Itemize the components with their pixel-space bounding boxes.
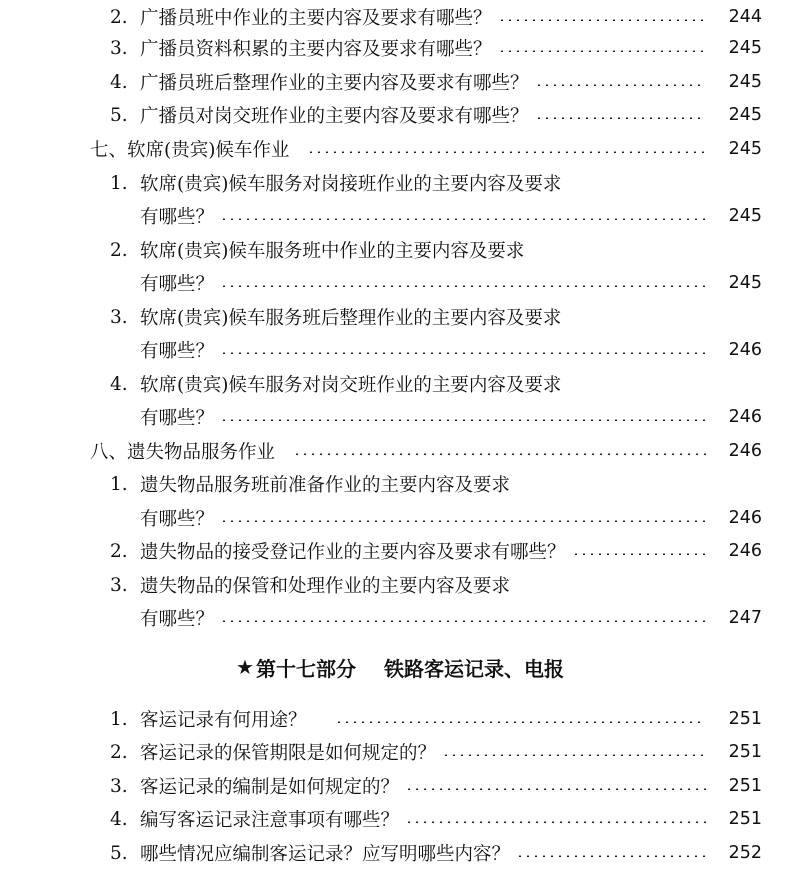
page-number: 251 bbox=[728, 709, 762, 729]
leader-dots bbox=[220, 520, 706, 522]
star-icon: ★ bbox=[236, 655, 254, 679]
entry-number: 3. bbox=[110, 574, 128, 596]
leader-dots bbox=[293, 453, 706, 455]
toc-entry bbox=[0, 769, 800, 803]
entry-title: 软席(贵宾)候车服务班中作业的主要内容及要求 bbox=[140, 241, 525, 262]
entry-title: 遗失物品的保管和处理作业的主要内容及要求 bbox=[140, 576, 511, 597]
toc-entry-continuation bbox=[0, 400, 800, 434]
entry-title-continuation: 有哪些？ bbox=[140, 341, 215, 362]
entry-number: 3. bbox=[110, 775, 128, 797]
entry-number: 1. bbox=[110, 473, 128, 495]
entry-number: 1. bbox=[110, 172, 128, 194]
toc-entry bbox=[0, 735, 800, 769]
entry-number: 2. bbox=[110, 540, 128, 562]
toc-entry-continuation bbox=[0, 501, 800, 535]
toc-entry bbox=[0, 568, 800, 602]
entry-title: 客运记录有何用途？ bbox=[140, 710, 307, 731]
entry-title: 哪些情况应编制客运记录？应写明哪些内容？ bbox=[140, 844, 511, 865]
page-number: 245 bbox=[728, 273, 762, 293]
page-number: 244 bbox=[728, 7, 762, 27]
entry-number: 2. bbox=[110, 239, 128, 261]
entry-title-continuation: 有哪些？ bbox=[140, 609, 215, 630]
entry-number: 3. bbox=[110, 37, 128, 59]
page-number: 246 bbox=[728, 340, 762, 360]
toc-entry bbox=[0, 836, 800, 870]
toc-entry bbox=[0, 233, 800, 267]
toc-section bbox=[0, 434, 800, 468]
page-number: 245 bbox=[728, 206, 762, 226]
leader-dots bbox=[220, 352, 706, 354]
leader-dots bbox=[220, 218, 706, 220]
entry-title: 遗失物品服务班前准备作业的主要内容及要求 bbox=[140, 475, 511, 496]
toc-entry bbox=[0, 300, 800, 334]
leader-dots bbox=[498, 19, 706, 21]
part-heading bbox=[0, 650, 800, 684]
entry-number: 2. bbox=[110, 741, 128, 763]
section-title: 七、软席(贵宾)候车作业 bbox=[90, 140, 290, 161]
leader-dots bbox=[220, 285, 706, 287]
part-label: 第十七部分 bbox=[255, 656, 356, 681]
leader-dots bbox=[405, 788, 706, 790]
entry-title: 编写客运记录注意事项有哪些？ bbox=[140, 810, 400, 831]
toc-entry bbox=[0, 802, 800, 836]
page-number: 246 bbox=[728, 541, 762, 561]
toc-entry bbox=[0, 467, 800, 501]
leader-dots bbox=[572, 553, 706, 555]
entry-title: 客运记录的保管期限是如何规定的？ bbox=[140, 743, 437, 764]
toc-entry-continuation bbox=[0, 266, 800, 300]
entry-title: 软席(贵宾)候车服务班后整理作业的主要内容及要求 bbox=[140, 308, 562, 329]
entry-title-continuation: 有哪些？ bbox=[140, 274, 215, 295]
page-number: 247 bbox=[728, 608, 762, 628]
entry-title: 软席(贵宾)候车服务对岗交班作业的主要内容及要求 bbox=[140, 375, 562, 396]
entry-title: 广播员班中作业的主要内容及要求有哪些？ bbox=[140, 8, 492, 29]
toc-entry-continuation bbox=[0, 199, 800, 233]
entry-number: 1. bbox=[110, 708, 128, 730]
leader-dots bbox=[220, 620, 706, 622]
entry-number: 3. bbox=[110, 306, 128, 328]
leader-dots bbox=[516, 855, 706, 857]
leader-dots bbox=[535, 117, 706, 119]
toc-entry bbox=[0, 702, 800, 736]
entry-title: 遗失物品的接受登记作业的主要内容及要求有哪些？ bbox=[140, 542, 566, 563]
entry-title-continuation: 有哪些？ bbox=[140, 408, 215, 429]
leader-dots bbox=[405, 821, 706, 823]
part-title: 铁路客运记录、电报 bbox=[383, 656, 564, 681]
page-number: 246 bbox=[728, 407, 762, 427]
toc-entry bbox=[0, 0, 800, 34]
entry-number: 5. bbox=[110, 104, 128, 126]
page-number: 252 bbox=[728, 843, 762, 863]
entry-title: 广播员资料积累的主要内容及要求有哪些？ bbox=[140, 39, 492, 60]
page-number: 246 bbox=[728, 508, 762, 528]
entry-number: 5. bbox=[110, 842, 128, 864]
leader-dots bbox=[442, 754, 706, 756]
page-number: 245 bbox=[728, 72, 762, 92]
entry-title: 软席(贵宾)候车服务对岗接班作业的主要内容及要求 bbox=[140, 174, 562, 195]
entry-number: 4. bbox=[110, 71, 128, 93]
entry-title-continuation: 有哪些？ bbox=[140, 207, 215, 228]
toc-section bbox=[0, 132, 800, 166]
entry-title: 广播员对岗交班作业的主要内容及要求有哪些？ bbox=[140, 106, 529, 127]
toc-entry bbox=[0, 31, 800, 65]
entry-title-continuation: 有哪些？ bbox=[140, 509, 215, 530]
page-number: 245 bbox=[728, 105, 762, 125]
toc-entry-continuation bbox=[0, 601, 800, 635]
leader-dots bbox=[335, 721, 706, 723]
entry-number: 2. bbox=[110, 6, 128, 28]
toc-entry-continuation bbox=[0, 333, 800, 367]
page-number: 246 bbox=[728, 441, 762, 461]
toc-entry bbox=[0, 367, 800, 401]
leader-dots bbox=[535, 84, 706, 86]
section-title: 八、遗失物品服务作业 bbox=[90, 442, 276, 463]
leader-dots bbox=[307, 151, 706, 153]
toc-entry bbox=[0, 534, 800, 568]
page-number: 251 bbox=[728, 809, 762, 829]
toc-entry bbox=[0, 166, 800, 200]
leader-dots bbox=[498, 50, 706, 52]
page-number: 251 bbox=[728, 742, 762, 762]
entry-title: 广播员班后整理作业的主要内容及要求有哪些？ bbox=[140, 73, 529, 94]
toc-entry bbox=[0, 65, 800, 99]
toc-entry bbox=[0, 98, 800, 132]
entry-number: 4. bbox=[110, 373, 128, 395]
page-number: 251 bbox=[728, 776, 762, 796]
entry-title: 客运记录的编制是如何规定的？ bbox=[140, 777, 400, 798]
page-number: 245 bbox=[728, 38, 762, 58]
page-number: 245 bbox=[728, 139, 762, 159]
leader-dots bbox=[220, 419, 706, 421]
entry-number: 4. bbox=[110, 808, 128, 830]
